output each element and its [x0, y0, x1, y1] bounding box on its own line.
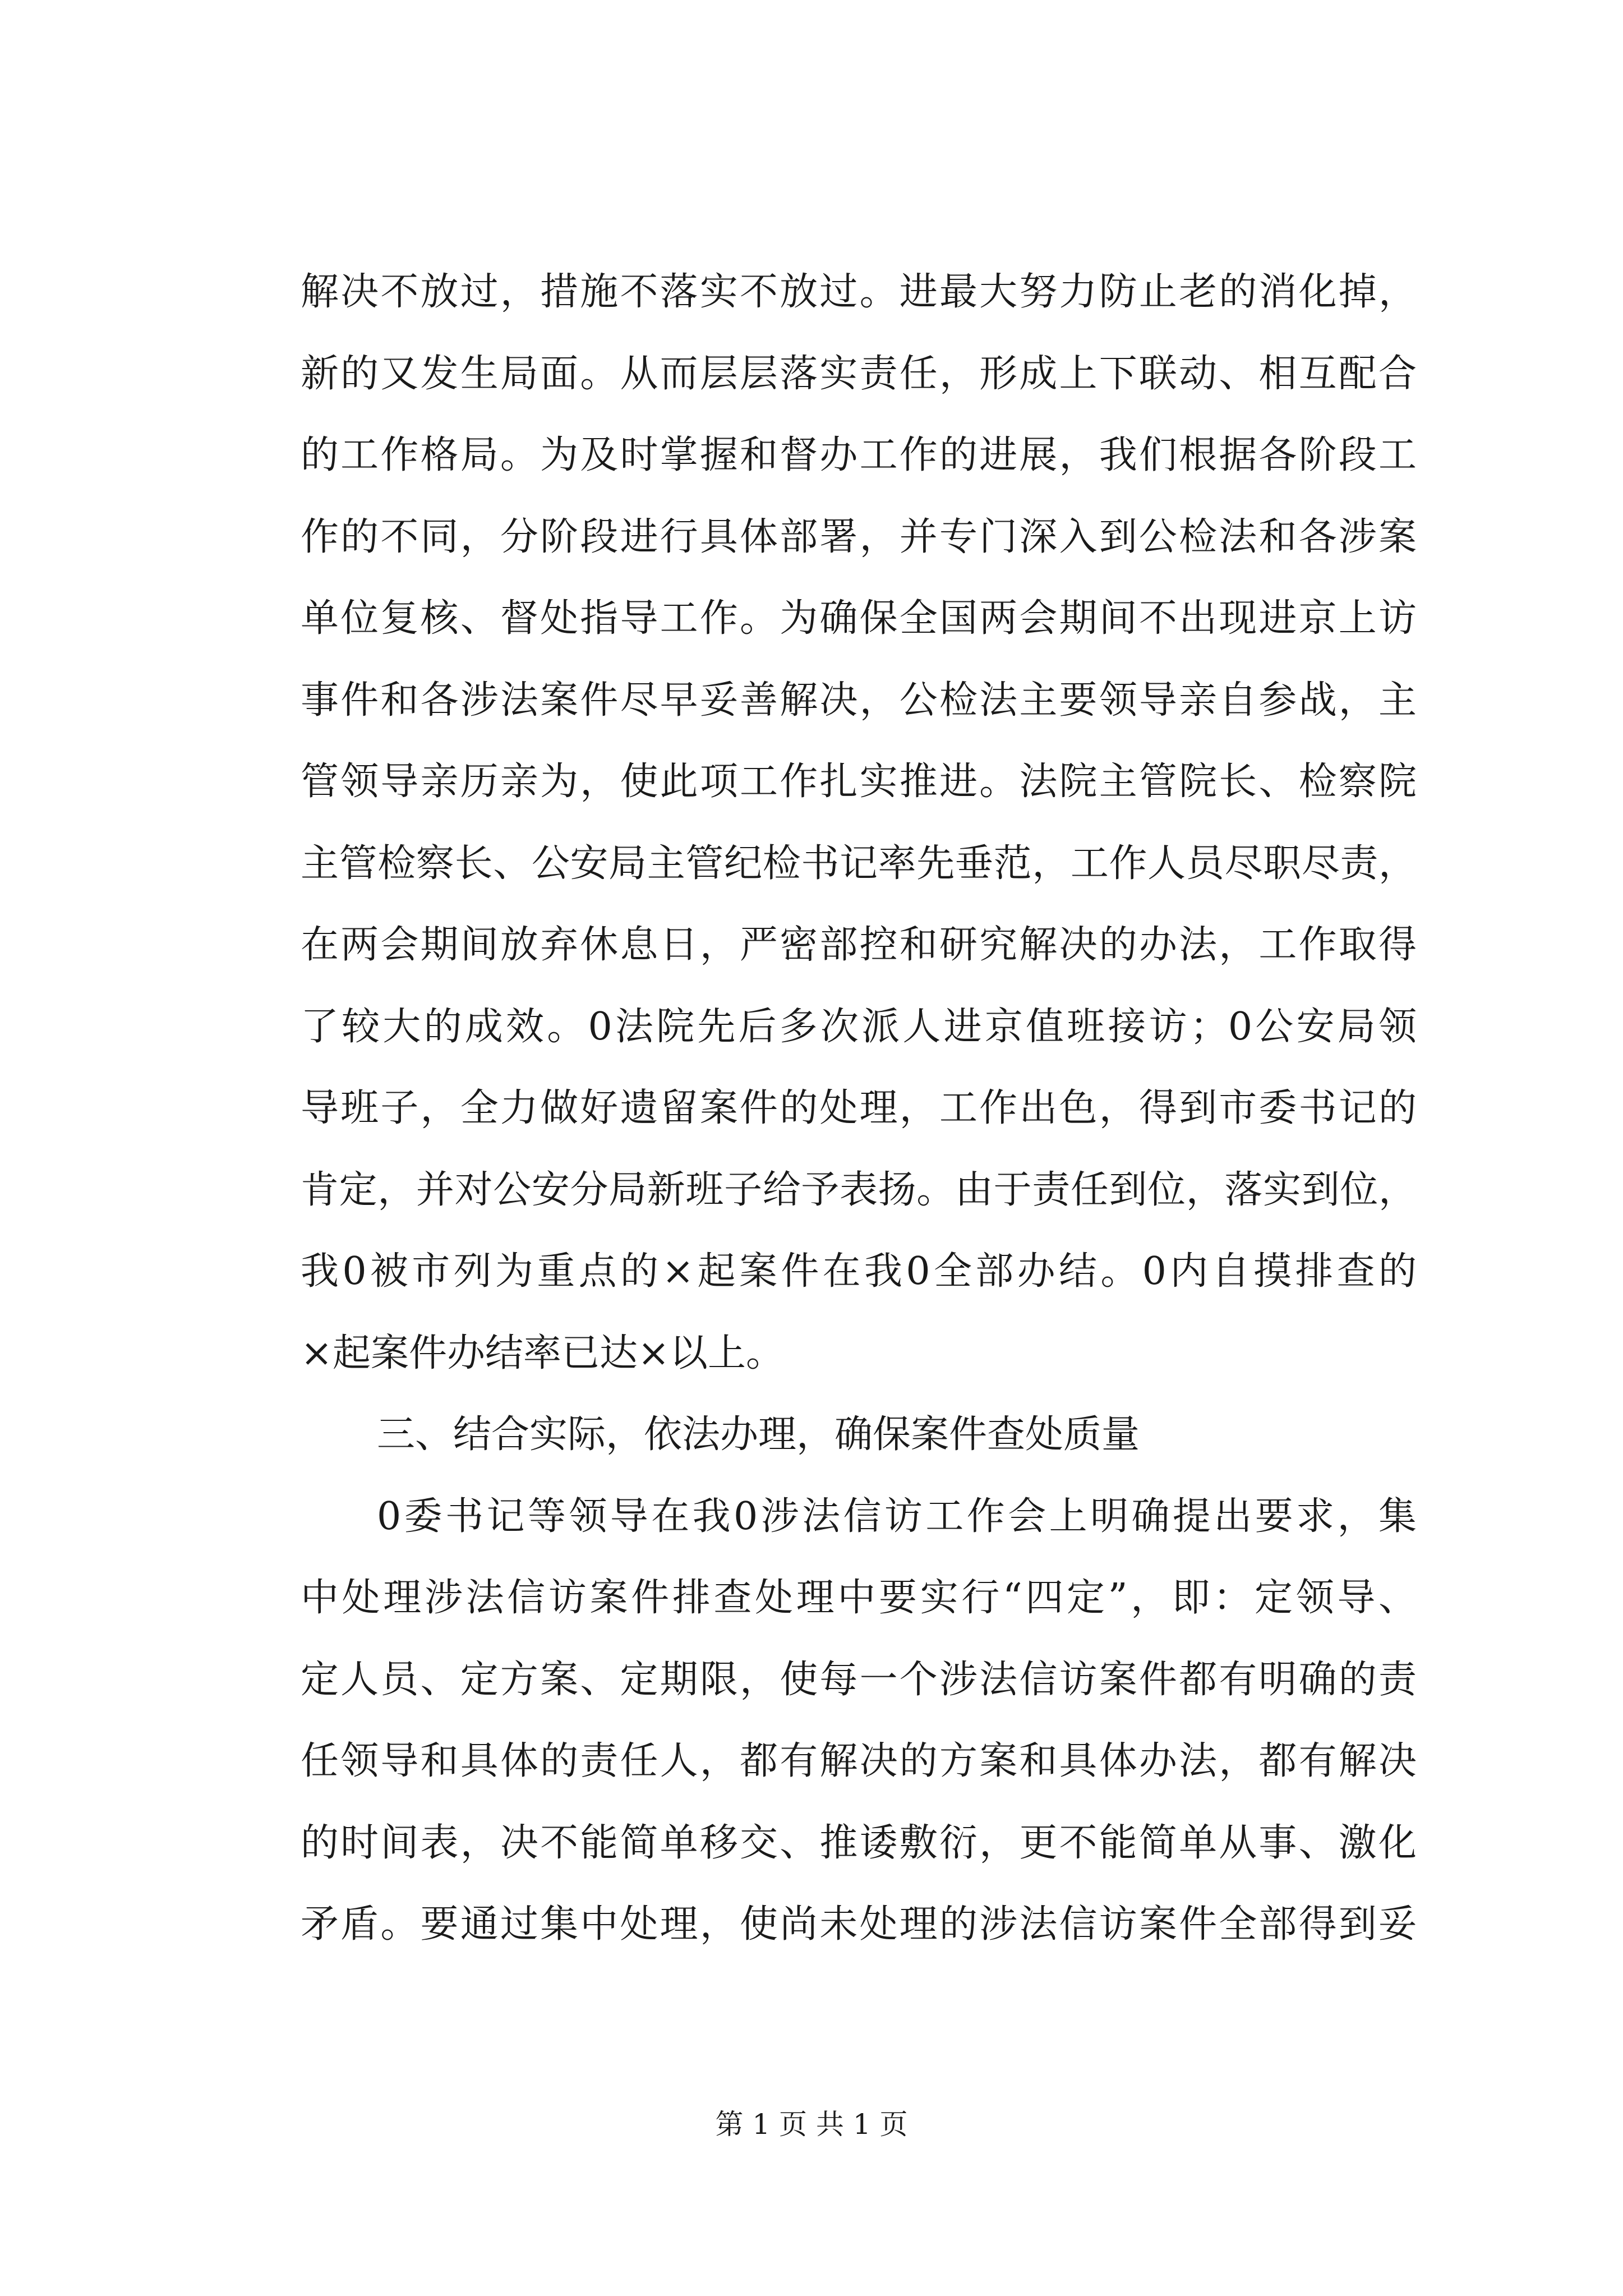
text-line: 定人员、定方案、定期限，使每一个涉法信访案件都有明确的责	[301, 1657, 1417, 1702]
page-footer: 第 1 页 共 1 页	[715, 2108, 908, 2141]
text-line: 新的又发生局面。从而层层落实责任，形成上下联动、相互配合	[301, 351, 1417, 396]
section-heading: 三、结合实际，依法办理，确保案件查处质量	[377, 1412, 1140, 1457]
text-line: 管领导亲历亲为，使此项工作扎实推进。法院主管院长、检察院	[301, 760, 1417, 804]
paragraph-first-line	[301, 1476, 1417, 1558]
text-line: 事件和各涉法案件尽早妥善解决，公检法主要领导亲自参战，主	[301, 678, 1417, 723]
text-line: 了较大的成效。0法院先后多次派人进京值班接访；0公安局领	[301, 1004, 1417, 1049]
text-line: 肯定，并对公安分局新班子给予表扬。由于责任到位，落实到位，	[301, 1167, 1417, 1212]
body-text	[301, 251, 1417, 1966]
text-line: 矛盾。要通过集中处理，使尚未处理的涉法信访案件全部得到妥	[301, 1902, 1417, 1947]
text-line: 0委书记等领导在我0涉法信访工作会上明确提出要求，集	[377, 1494, 1417, 1539]
text-line: 单位复核、督处指导工作。为确保全国两会期间不出现进京上访	[301, 596, 1417, 641]
text-line: 我0被市列为重点的×起案件在我0全部办结。0内自摸排查的	[301, 1249, 1417, 1294]
text-line: 导班子，全力做好遗留案件的处理，工作出色，得到市委书记的	[301, 1086, 1417, 1130]
text-line: 主管检察长、公安局主管纪检书记率先垂范，工作人员尽职尽责，	[301, 841, 1417, 886]
paragraph-end-line: ×起案件办结率已达×以上。	[301, 1331, 784, 1375]
text-line: 的时间表，决不能简单移交、推诿敷衍，更不能简单从事、激化	[301, 1820, 1417, 1865]
text-line: 在两会期间放弃休息日，严密部控和研究解决的办法，工作取得	[301, 923, 1417, 967]
text-line: 解决不放过，措施不落实不放过。进最大努力防止老的消化掉，	[301, 270, 1417, 314]
text-line: 的工作格局。为及时掌握和督办工作的进展，我们根据各阶段工	[301, 433, 1417, 477]
text-line: 作的不同，分阶段进行具体部署，并专门深入到公检法和各涉案	[301, 514, 1417, 559]
text-line: 中处理涉法信访案件排查处理中要实行“四定”，即：定领导、	[301, 1576, 1417, 1620]
text-line: 任领导和具体的责任人，都有解决的方案和具体办法，都有解决	[301, 1739, 1417, 1783]
